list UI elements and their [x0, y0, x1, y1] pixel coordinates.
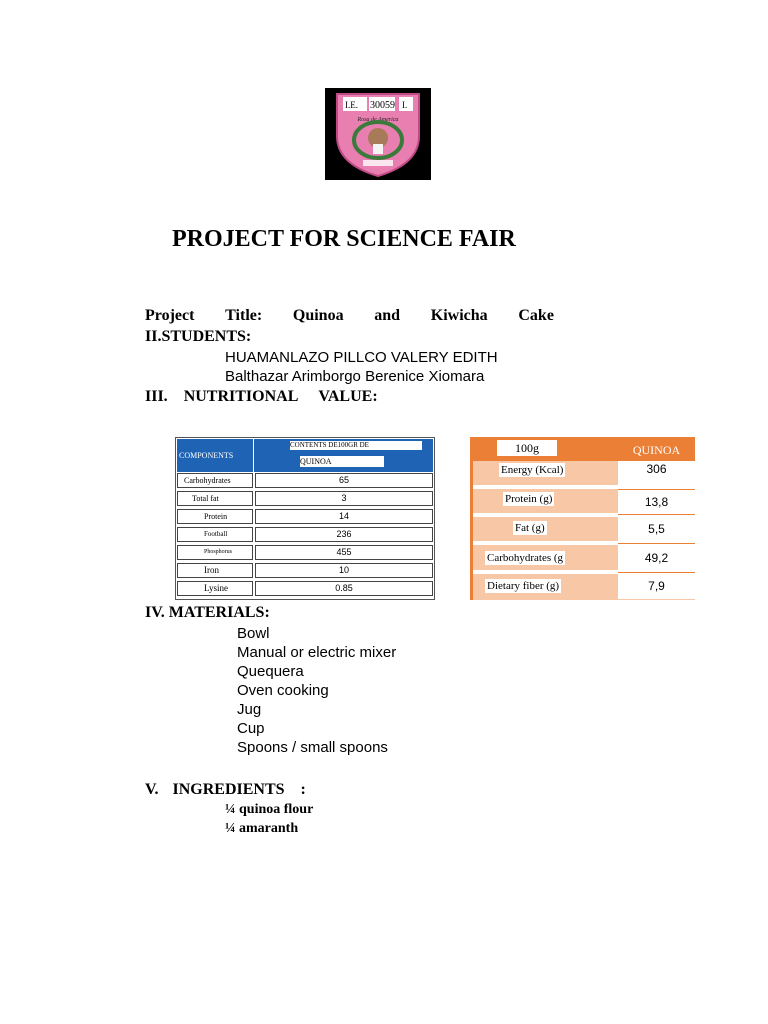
header-contents-line1: CONTENTS DE100GR DE: [290, 441, 422, 450]
table-row-value: 306: [618, 461, 695, 489]
project-title-word: Title:: [225, 307, 263, 324]
student-item: Balthazar Arimborgo Berenice Xiomara: [225, 368, 485, 385]
table-row: Carbohydrates 65: [177, 473, 433, 490]
material-item: [225, 761, 237, 778]
materials-heading: IV. MATERIALS:: [145, 604, 270, 621]
logo-code-number: 30059: [370, 100, 395, 111]
material-item: Oven cooking: [237, 682, 329, 699]
project-title-line: [145, 307, 554, 325]
project-title-word: Quinoa: [292, 307, 344, 324]
page-title: PROJECT FOR SCIENCE FAIR: [172, 226, 516, 252]
table-row: Lysine 0.85: [177, 581, 433, 598]
material-item: Manual or electric mixer: [237, 644, 397, 661]
ingredients-heading: V. INGREDIENTS :: [145, 781, 306, 798]
table-row-label: Energy (Kcal): [501, 464, 564, 476]
table-row-value: 49,2: [618, 544, 695, 572]
table-row: Phosphorus 455: [177, 545, 433, 562]
table-row: Protein 14: [177, 509, 433, 526]
nutrition-table-quinoa: [470, 437, 695, 600]
header-contents-line2: QUINOA: [300, 456, 384, 467]
header-100g: 100g: [497, 440, 557, 456]
table-row-value: 5,5: [618, 515, 695, 543]
table-row: Iron 10: [177, 563, 433, 580]
project-title-word: Kiwicha: [430, 307, 488, 324]
table-row-label: Protein (g): [505, 493, 553, 505]
header-components: COMPONENTS: [177, 439, 254, 472]
table-row: Total fat 3: [177, 491, 433, 508]
project-title-word: Project: [145, 307, 195, 324]
project-title-word: and: [374, 307, 401, 324]
logo-motto: Rosa de America: [357, 117, 399, 123]
table-row: Football 236: [177, 527, 433, 544]
header-quinoa: QUINOA: [618, 437, 695, 461]
logo-code-prefix: I.E.: [345, 100, 358, 110]
table-row-value: 13,8: [618, 490, 695, 514]
material-item: Bowl: [237, 625, 270, 642]
table-row-label: Fat (g): [515, 522, 545, 534]
table-row-label: Carbohydrates (g: [487, 552, 564, 564]
nutrition-table-components: [175, 437, 435, 600]
ingredient-item: ¼ quinoa flour: [225, 802, 314, 817]
material-item: Cup: [237, 720, 265, 737]
table-row-label: Dietary fiber (g): [487, 580, 560, 592]
material-item: Quequera: [237, 663, 304, 680]
students-heading: II.STUDENTS:: [145, 328, 252, 345]
nutrition-heading: III. NUTRITIONAL VALUE:: [145, 388, 378, 405]
project-title-word: Cake: [518, 307, 554, 324]
student-item: HUAMANLAZO PILLCO VALERY EDITH: [225, 349, 498, 366]
ingredient-item: ¼ amaranth: [225, 821, 299, 836]
material-item: Jug: [237, 701, 262, 718]
logo-code-suffix: I.: [402, 100, 408, 110]
table-header: [177, 439, 433, 472]
table-row-value: 7,9: [618, 573, 695, 599]
material-item: Spoons / small spoons: [237, 739, 388, 756]
school-logo: [325, 88, 431, 180]
